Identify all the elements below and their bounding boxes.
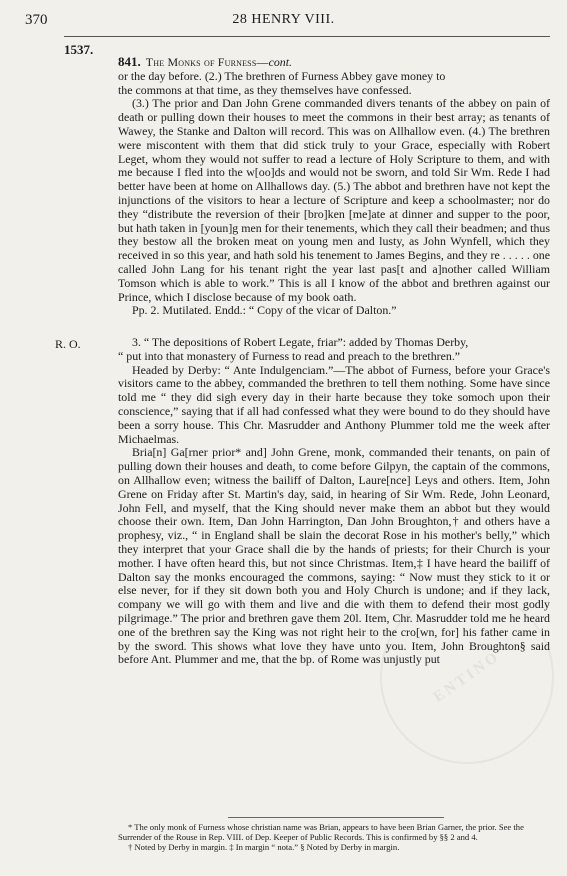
entry-heading-line: “ put into that monastery of Furness to read and preach to the brethren.” — [118, 348, 461, 363]
footnotes — [118, 822, 550, 852]
body-line: or the day before. (2.) The brethren of Furness Abbey gave money to — [118, 68, 446, 83]
entry-heading — [118, 55, 550, 70]
footnote: * The only monk of Furness whose christian name was Brian, appears to have been Brian Garner, the prior. See the Surrender of the Rouse in Rep. VIII. of Dep. Keeper of Public Records. This is confirmed by §§ 2 and 4. — [118, 822, 524, 842]
body-paragraph: Headed by Derby: “ Ante Indulgenciam.”—The abbot of Furness, before your Grace's visitors came to the abbey, commanded the brethren to tell them nothing. Some have since told me “ they did sigh every day in their harte because they toke somoch upon their conscience,” saying that if all had confessed what they were bound to do they should have been a sorry house. This Chr. Masrudder and Anthony Plummer told me the week after Michaelmas. — [118, 362, 550, 446]
entry-heading-line: 3. “ The depositions of Robert Legate, friar”: added by Thomas Derby, — [132, 335, 469, 349]
entry-depositions — [118, 336, 550, 667]
record-office-marginal: R. O. — [55, 337, 81, 351]
year-marginal: 1537. — [64, 42, 94, 57]
document-notes: Pp. 2. Mutilated. Endd.: “ Copy of the vicar of Dalton.” — [132, 303, 397, 318]
header-rule — [64, 36, 550, 37]
entry-number: 841. — [118, 54, 141, 69]
entry-title-cont: cont. — [268, 55, 293, 69]
footnote-rule — [228, 817, 444, 818]
body-paragraph: (3.) The prior and Dan John Grene commanded divers tenants of the abbey on pain of death or pulling down their houses to meet the commons in their best array; as tenants of Wawey, the Stanke and Dalton will record. This was on Allhallow even. (4.) The brethren were miscontent with them that did stick truly to your Grace, especially with Robert Leget, whom they would not suffer to read a lecture of Holy Scripture to them, and with me because I fled into the w[oo]ds and would not be sworn, and told Sir Wm. Rede I had better have been at home on Allhallows day. (5.) The abbot and brethren have not kept the injunctions of the visitors to hear a lecture of Scripture and keep a schoolmaster; nor do they “distribute the reversion of their [bro]ken [me]ate at dinner and supper to the poor, but hath taken in [youn]g men for their tenements, which they call their beadmen; and thus they bestow all the broken meat on young men and lusty, as John Wynfell, which they received in so this year, and hath sold his tenement to James Begins, and they re . . . . . one called John Lang for his tenant right the year last pas[t and a]nother called William Tomson which is able to work.” This is all I know of the abbot and brethren against our Prince, which I disclose because of my book oath. — [118, 96, 550, 304]
entry-841 — [118, 55, 550, 318]
page-number: 370 — [25, 12, 48, 28]
entry-title: The Monks of Furness— — [145, 55, 269, 69]
body-paragraph: Bria[n] Ga[rner prior* and] John Grene, monk, commanded their tenants, on pain of pulling down their houses and death, to come before Gilpyn, the captain of the commons, on Allhallow even; witness the bailiff of Dalton, Laure[nce] Leys and others. Item, John Grene on Friday after St. Martin's day, said, in hearing of Sir Wm. Rede, John Leonard, John Fell, and myself, that the King should never make them an abbot but they would choose their own. Item, Dan John Harrington, Dan John Broughton,† and others have a prophesy, viz., “ in England shall be slain the decorat Rose in his mother's belly,” which they interpret that your Grace shall die by the hands of priests; for their Church is your mother. I have often heard this, but not since Christmas. Item,‡ I have heard the bailiff of Dalton say the monks encouraged the commons, saying: “ Now must they stick to it or else never, for if they sit down both you and Holy Church is undone; and if they lack, company we will go with them and live and die with them to defend their most godly pilgrimage.” The prior and brethren gave them 20l. Item, Chr. Masrudder told me he heard one of the brethren say the King was not right heir to the cro[wn, for] his father came in by the sword. This shows what love they have unto you. Item, John Broughton§ said before Ant. Plummer and me, that the bp. of Rome was unjustly put — [118, 445, 550, 667]
body-line: the commons at that time, as they themselves have confessed. — [118, 82, 412, 97]
watermark-text: ENTINO — [430, 647, 503, 706]
footnote: † Noted by Derby in margin. ‡ In margin “ nota.” § Noted by Derby in margin. — [128, 842, 400, 852]
running-head: 28 HENRY VIII. — [232, 12, 335, 27]
